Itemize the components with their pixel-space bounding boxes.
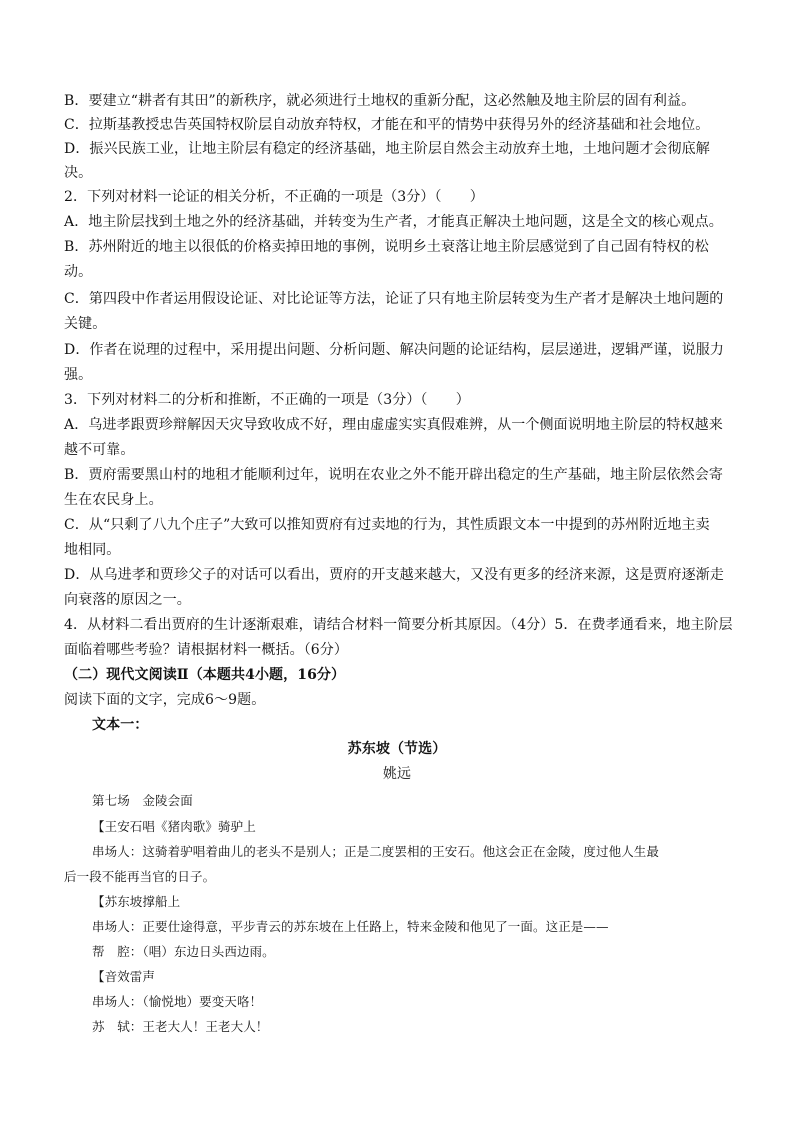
q4-q5-line: 面临着哪些考验？请根据材料一概括。（6分） [64,642,349,658]
q4-q5-line: 4．从材料二看出贾府的生计逐渐艰难，请结合材料一简要分析其原因。（4分）5．在费孝通看来，地主阶层 [64,617,733,633]
scene-heading: 第七场 金陵会面 [92,793,193,808]
dialogue-line: 串场人：正要仕途得意，平步青云的苏东坡在上任路上，特来金陵和他见了一面。这正是—— [92,919,609,934]
section-instruction: 阅读下面的文字，完成6～9题。 [64,692,266,708]
q2-stem: 2．下列对材料一论证的相关分析，不正确的一项是（3分）（ ） [64,189,484,205]
section-heading: （二）现代文阅读Ⅱ（本题共4小题，16分） [64,667,346,683]
text-label: 文本一： [92,717,149,733]
passage-author: 姚远 [382,766,412,782]
stage-direction: 【音效雷声 [92,969,156,984]
q2-line: B．苏州附近的地主以很低的价格卖掉田地的事例，说明乡土衰落让地主阶层感觉到了自己固有特权的松 [64,239,709,255]
q2-line: D．作者在说理的过程中，采用提出问题、分析问题、解决问题的论证结构，层层递进，逻辑严谨，说服力 [64,342,724,358]
q2-line: 动。 [64,264,93,280]
q2-line: C．第四段中作者运用假设论证、对比论证等方法，论证了只有地主阶层转变为生产者才是解决土地问题的 [64,291,724,307]
q2-line: A．地主阶层找到土地之外的经济基础，并转变为生产者，才能真正解决土地问题，这是全文的核心观点。 [64,214,723,230]
q3-stem: 3．下列对材料二的分析和推断，不正确的一项是（3分）（ ） [64,392,470,408]
q3-line: D．从乌进孝和贾珍父子的对话可以看出，贾府的开支越来越大，又没有更多的经济来源，这是贾府逐渐走 [64,567,724,583]
q3-line: A．乌进孝跟贾珍辩解因天灾导致收成不好，理由虚虚实实真假难辨，从一个侧面说明地主阶层的特权越来 [64,417,723,433]
q3-line: 越不可靠。 [64,442,135,458]
stage-direction: 【王安石唱《猪肉歌》骑驴上 [92,819,256,834]
dialogue-line: 串场人：（愉悦地）要变天咯！ [92,994,263,1009]
q1-option-b: B．要建立“耕者有其田”的新秩序，就必须进行土地权的重新分配，这必然触及地主阶层的固有利益。 [64,93,696,109]
dialogue-line: 后一段不能再当官的日子。 [64,869,216,884]
q2-line: 强。 [64,367,93,383]
q1-option-d-cont: 决。 [64,165,93,181]
q3-line: 生在农民身上。 [64,492,163,508]
dialogue-line: 串场人：这骑着驴唱着曲儿的老头不是别人；正是二度罢相的王安石。他这会正在金陵，度过他人生最 [92,844,660,859]
q3-line: 地相同。 [64,542,121,558]
q2-line: 关键。 [64,316,107,332]
q3-line: B．贾府需要黑山村的地租才能顺利过年，说明在农业之外不能开辟出稳定的生产基础，地主阶层依然会寄 [64,467,723,483]
q1-option-c: C．拉斯基教授忠告英国特权阶层自动放弃特权，才能在和平的情势中获得另外的经济基础和社会地位。 [64,117,710,133]
passage-title: 苏东坡（节选） [347,741,447,757]
dialogue-line: 帮 腔：（唱）东边日头西边雨。 [92,944,275,959]
q3-line: C．从“只剩了八九个庄子”大致可以推知贾府有过卖地的行为，其性质跟文本一中提到的苏州附近地主卖 [64,517,710,533]
stage-direction: 【苏东坡撑船上 [92,894,181,909]
q3-line: 向衰落的原因之一。 [64,592,191,608]
q1-option-d: D．振兴民族工业，让地主阶层有稳定的经济基础，地主阶层自然会主动放弃土地，土地问题才会彻底解 [64,141,710,157]
dialogue-line: 苏 轼：王老大人！王老大人！ [92,1019,269,1034]
